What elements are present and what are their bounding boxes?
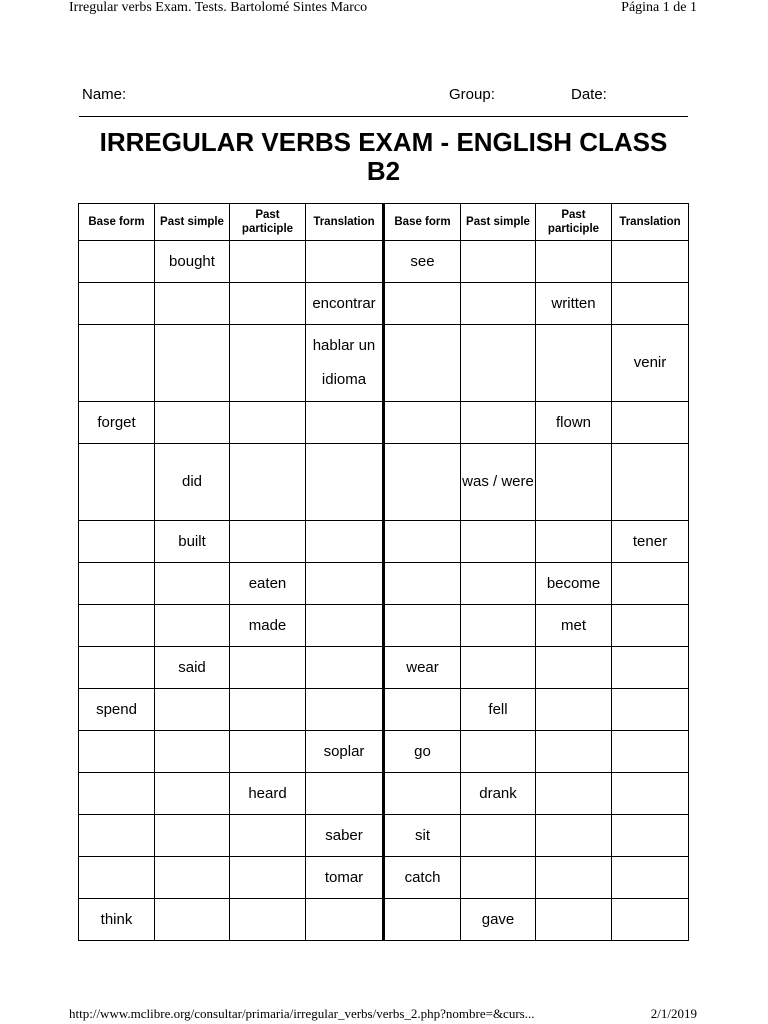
table-cell[interactable]: eaten — [230, 563, 306, 605]
table-cell[interactable]: tomar — [306, 857, 384, 899]
date-label: Date: — [571, 86, 607, 103]
table-cell[interactable]: encontrar — [306, 283, 384, 325]
table-cell[interactable]: go — [384, 731, 461, 773]
table-cell[interactable] — [536, 647, 612, 689]
table-cell[interactable]: think — [79, 899, 155, 941]
table-cell[interactable]: bought — [155, 241, 230, 283]
table-cell[interactable] — [306, 605, 384, 647]
table-cell[interactable]: did — [155, 444, 230, 521]
table-cell[interactable] — [612, 444, 689, 521]
table-cell[interactable] — [230, 241, 306, 283]
table-cell[interactable] — [230, 402, 306, 444]
table-cell[interactable] — [155, 689, 230, 731]
table-row — [79, 773, 689, 815]
table-cell[interactable] — [230, 689, 306, 731]
table-cell[interactable] — [230, 325, 306, 402]
table-cell[interactable] — [155, 563, 230, 605]
table-cell[interactable] — [461, 815, 536, 857]
table-cell[interactable] — [536, 325, 612, 402]
table-cell[interactable] — [155, 325, 230, 402]
table-cell[interactable] — [306, 689, 384, 731]
column-header: Past participle — [230, 204, 306, 241]
table-cell[interactable] — [612, 605, 689, 647]
table-cell[interactable] — [612, 773, 689, 815]
table-cell[interactable] — [612, 731, 689, 773]
table-cell[interactable] — [461, 402, 536, 444]
table-cell[interactable] — [536, 773, 612, 815]
table-cell[interactable] — [230, 647, 306, 689]
table-cell[interactable] — [384, 689, 461, 731]
table-cell[interactable]: saber — [306, 815, 384, 857]
table-cell[interactable] — [461, 731, 536, 773]
table-cell[interactable] — [612, 899, 689, 941]
table-cell[interactable] — [384, 563, 461, 605]
table-cell[interactable] — [155, 773, 230, 815]
table-cell[interactable] — [536, 815, 612, 857]
table-cell[interactable] — [612, 857, 689, 899]
table-cell[interactable] — [461, 605, 536, 647]
table-row — [79, 402, 689, 444]
table-cell[interactable]: heard — [230, 773, 306, 815]
table-cell[interactable] — [230, 283, 306, 325]
table-cell[interactable] — [384, 605, 461, 647]
table-row — [79, 605, 689, 647]
table-row — [79, 647, 689, 689]
table-cell[interactable] — [306, 444, 384, 521]
table-cell[interactable] — [536, 689, 612, 731]
table-cell[interactable] — [384, 521, 461, 563]
table-cell[interactable] — [536, 241, 612, 283]
table-cell[interactable] — [384, 773, 461, 815]
table-cell[interactable]: sit — [384, 815, 461, 857]
table-cell[interactable] — [612, 689, 689, 731]
column-header: Translation — [306, 204, 384, 241]
table-cell[interactable] — [79, 731, 155, 773]
table-cell[interactable] — [79, 857, 155, 899]
table-cell[interactable] — [306, 899, 384, 941]
footer-date: 2/1/2019 — [650, 1006, 697, 1021]
table-cell[interactable] — [79, 605, 155, 647]
table-cell[interactable] — [79, 241, 155, 283]
column-header: Translation — [612, 204, 689, 241]
table-cell[interactable]: flown — [536, 402, 612, 444]
table-cell[interactable]: drank — [461, 773, 536, 815]
exam-title-line2: B2 — [366, 156, 401, 186]
table-cell[interactable] — [384, 444, 461, 521]
table-cell[interactable] — [461, 325, 536, 402]
name-label: Name: — [82, 86, 127, 103]
column-header: Base form — [384, 204, 461, 241]
page-number: Página 1 de 1 — [621, 0, 697, 15]
table-cell[interactable] — [306, 563, 384, 605]
table-cell[interactable]: catch — [384, 857, 461, 899]
table-cell[interactable]: soplar — [306, 731, 384, 773]
table-cell[interactable] — [612, 283, 689, 325]
column-header: Past simple — [461, 204, 536, 241]
table-cell[interactable] — [461, 647, 536, 689]
table-cell[interactable]: become — [536, 563, 612, 605]
footer-url: http://www.mclibre.org/consultar/primaria/irregular_verbs/verbs_2.php?nombre=&curs... — [69, 1006, 535, 1021]
column-header: Past participle — [536, 204, 612, 241]
table-cell[interactable] — [306, 773, 384, 815]
table-row — [79, 241, 689, 283]
table-row — [79, 899, 689, 941]
table-cell[interactable] — [230, 857, 306, 899]
table-cell[interactable] — [306, 647, 384, 689]
group-label: Group: — [449, 86, 495, 103]
table-cell[interactable] — [79, 283, 155, 325]
table-cell[interactable] — [155, 731, 230, 773]
irregular-verbs-table — [78, 203, 689, 941]
table-cell[interactable] — [536, 521, 612, 563]
table-cell[interactable] — [79, 444, 155, 521]
table-cell[interactable] — [612, 241, 689, 283]
table-cell[interactable]: was / were — [461, 444, 536, 521]
table-cell[interactable] — [612, 815, 689, 857]
table-row — [79, 857, 689, 899]
table-cell[interactable] — [306, 402, 384, 444]
table-row — [79, 689, 689, 731]
fields-underline — [79, 116, 688, 117]
column-header: Base form — [79, 204, 155, 241]
table-cell[interactable] — [230, 731, 306, 773]
table-cell[interactable]: built — [155, 521, 230, 563]
table-row — [79, 325, 689, 402]
table-cell[interactable] — [155, 815, 230, 857]
table-row — [79, 521, 689, 563]
table-cell[interactable]: said — [155, 647, 230, 689]
table-row — [79, 444, 689, 521]
table-cell[interactable]: met — [536, 605, 612, 647]
table-cell[interactable] — [536, 444, 612, 521]
table-cell[interactable] — [536, 899, 612, 941]
table-cell[interactable] — [536, 857, 612, 899]
table-cell[interactable] — [536, 731, 612, 773]
table-cell[interactable] — [461, 563, 536, 605]
table-row — [79, 815, 689, 857]
table-cell[interactable] — [461, 521, 536, 563]
table-row — [79, 731, 689, 773]
table-cell[interactable]: see — [384, 241, 461, 283]
table-cell[interactable] — [306, 521, 384, 563]
table-cell[interactable] — [79, 773, 155, 815]
table-cell[interactable]: written — [536, 283, 612, 325]
table-cell[interactable] — [155, 857, 230, 899]
table-cell[interactable]: tener — [612, 521, 689, 563]
table-cell[interactable]: hablar un idioma — [306, 325, 384, 402]
table-cell[interactable]: venir — [612, 325, 689, 402]
exam-title — [79, 128, 688, 186]
table-cell[interactable] — [79, 815, 155, 857]
table-cell[interactable] — [461, 283, 536, 325]
table-cell[interactable] — [384, 283, 461, 325]
table-cell[interactable]: fell — [461, 689, 536, 731]
table-row — [79, 283, 689, 325]
table-cell[interactable] — [230, 899, 306, 941]
table-cell[interactable] — [155, 283, 230, 325]
table-cell[interactable] — [230, 815, 306, 857]
table-cell[interactable] — [79, 563, 155, 605]
table-cell[interactable] — [384, 402, 461, 444]
table-cell[interactable] — [79, 325, 155, 402]
table-row — [79, 563, 689, 605]
table-cell[interactable] — [155, 899, 230, 941]
table-cell[interactable]: wear — [384, 647, 461, 689]
table-cell[interactable] — [461, 857, 536, 899]
table-cell[interactable] — [612, 647, 689, 689]
column-header: Past simple — [155, 204, 230, 241]
table-cell[interactable] — [230, 521, 306, 563]
page-header-title: Irregular verbs Exam. Tests. Bartolomé Sintes Marco — [69, 0, 368, 15]
table-cell[interactable] — [612, 563, 689, 605]
table-cell[interactable]: forget — [79, 402, 155, 444]
table-cell[interactable]: made — [230, 605, 306, 647]
table-cell[interactable]: spend — [79, 689, 155, 731]
table-cell[interactable] — [612, 402, 689, 444]
table-cell[interactable] — [306, 241, 384, 283]
table-cell[interactable] — [155, 605, 230, 647]
table-cell[interactable] — [384, 899, 461, 941]
table-cell[interactable] — [461, 241, 536, 283]
table-cell[interactable] — [384, 325, 461, 402]
table-cell[interactable] — [230, 444, 306, 521]
table-cell[interactable] — [79, 647, 155, 689]
table-cell[interactable] — [155, 402, 230, 444]
exam-title-line1: IRREGULAR VERBS EXAM - ENGLISH CLASS — [99, 127, 668, 157]
table-cell[interactable]: gave — [461, 899, 536, 941]
table-cell[interactable] — [79, 521, 155, 563]
